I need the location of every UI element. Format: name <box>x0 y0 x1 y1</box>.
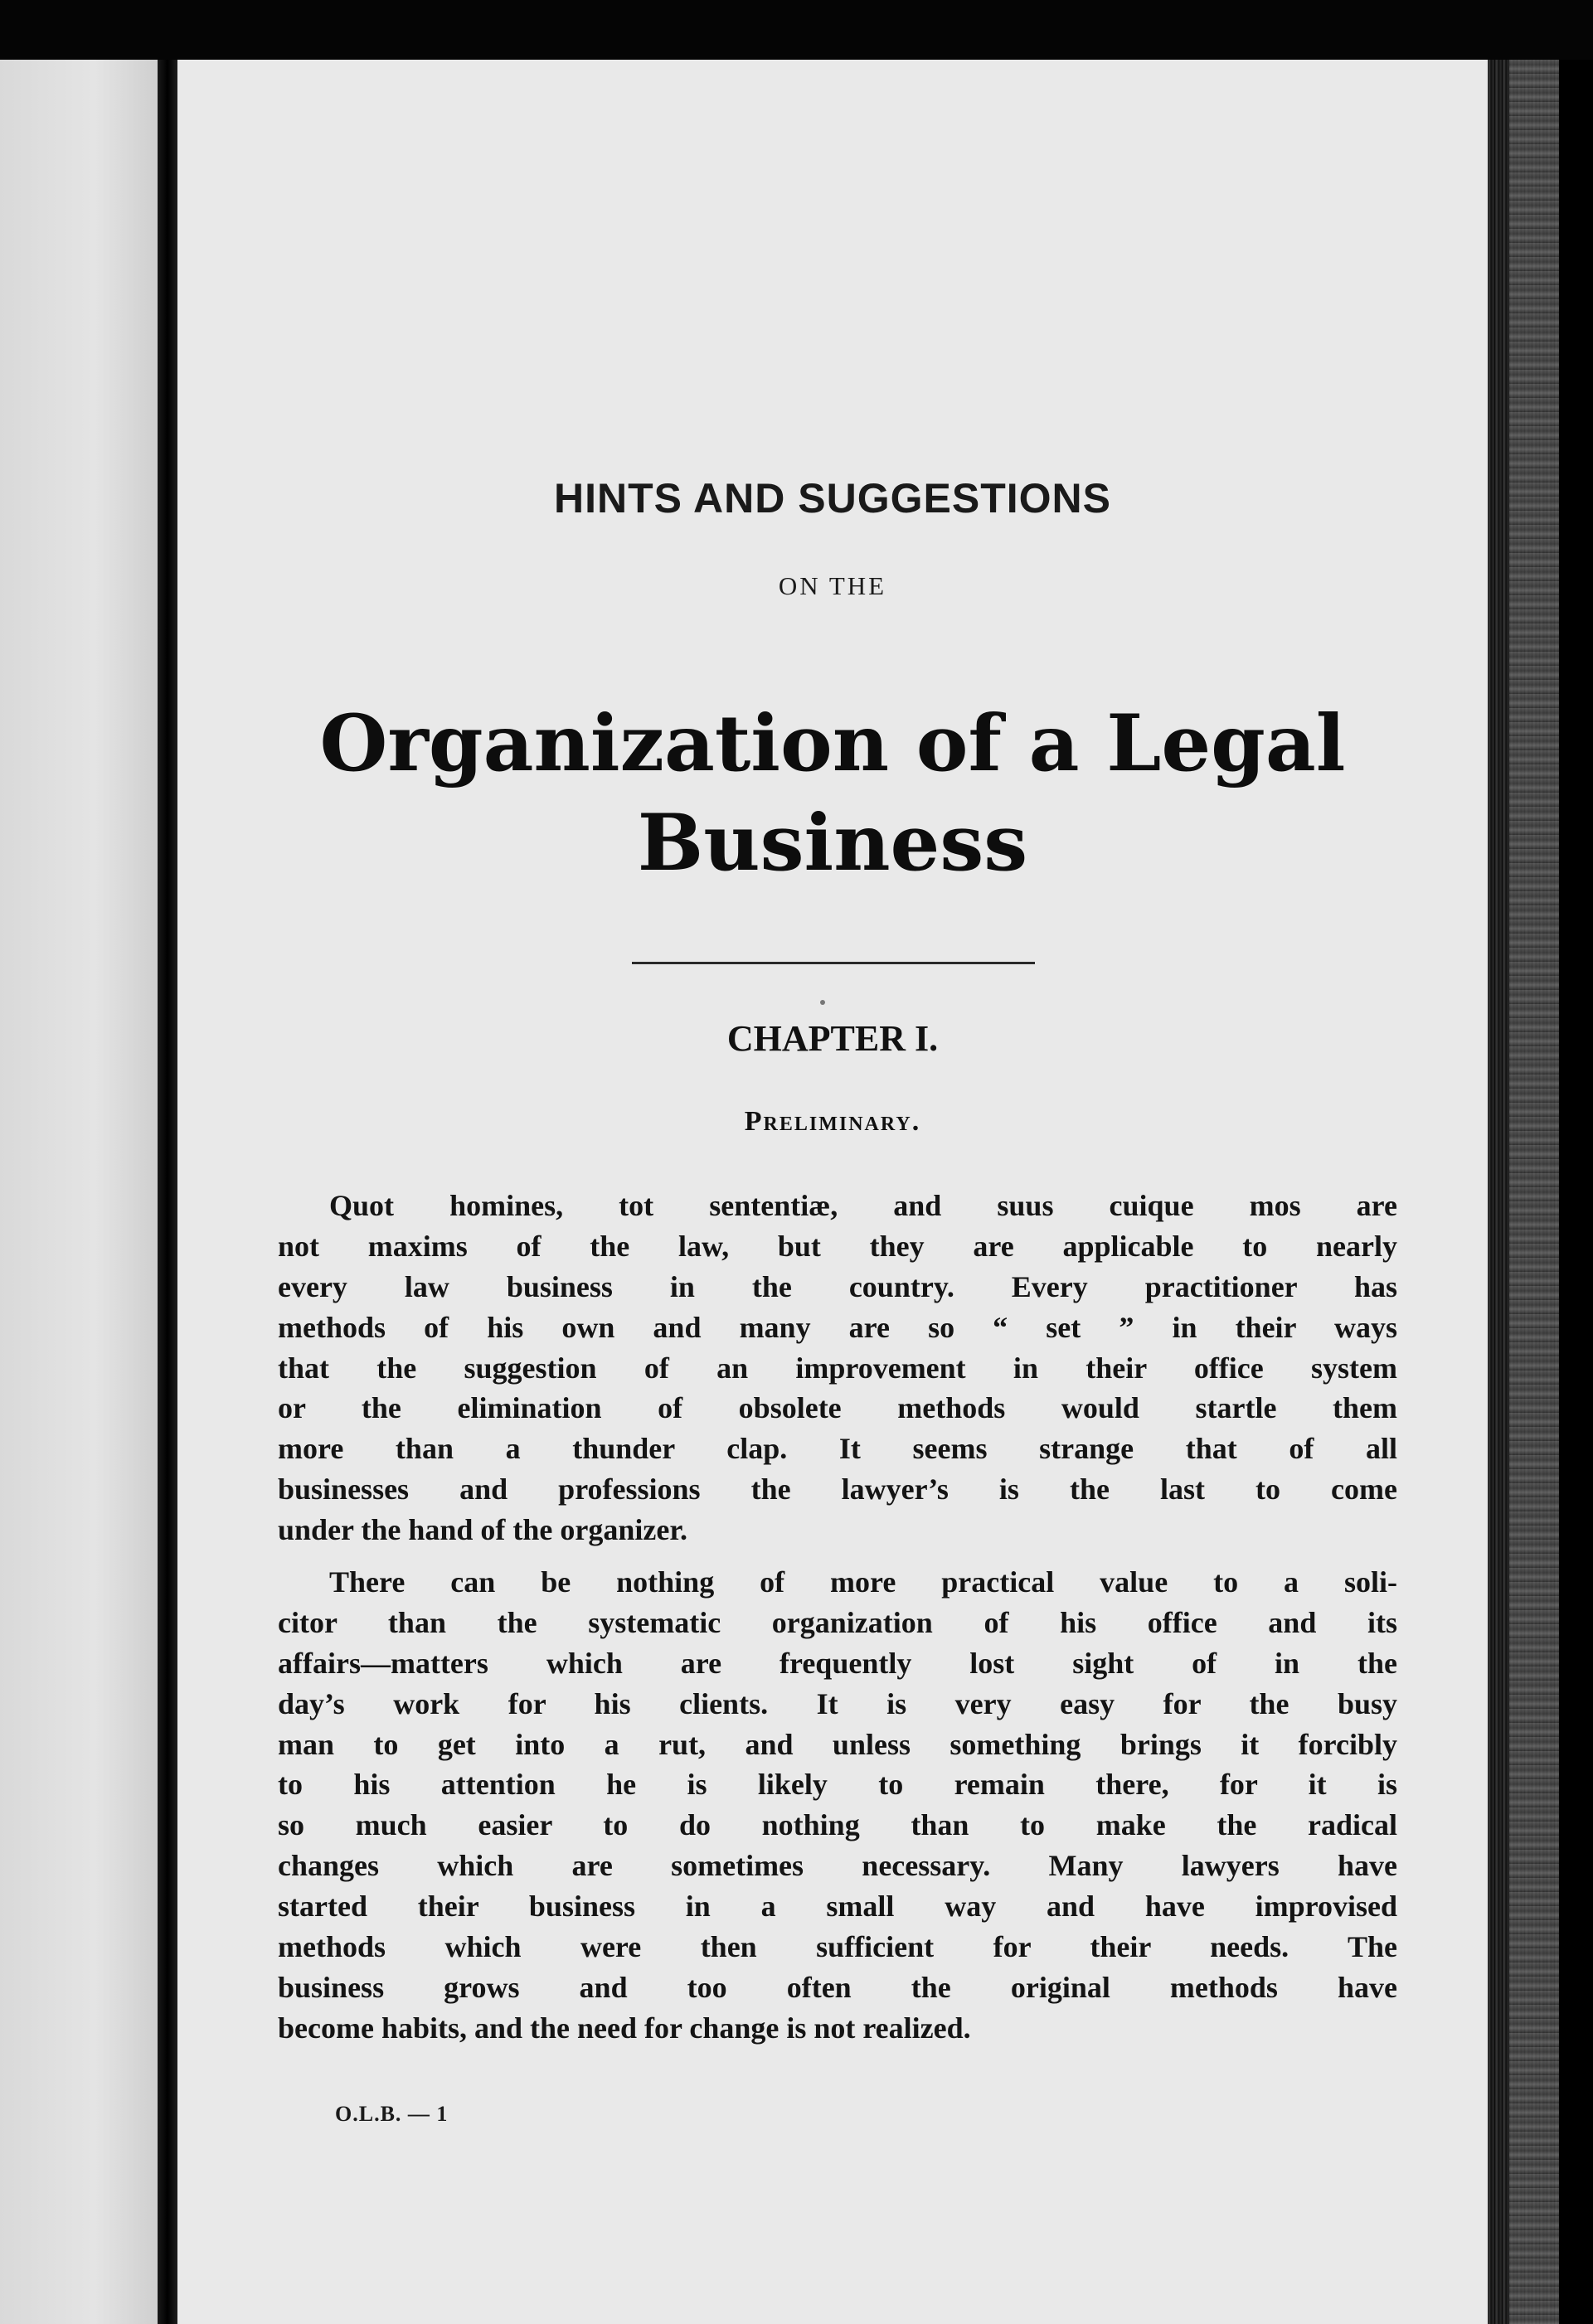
section-heading: Preliminary. <box>744 1106 921 1137</box>
paragraph-line: changes which are sometimes necessary. Many lawyers have <box>278 1849 1397 1883</box>
paragraph-line: There can be nothing of more practical value to a soli- <box>329 1565 1397 1599</box>
chapter-heading: CHAPTER I. <box>726 1018 939 1059</box>
scan-top-border <box>0 0 1593 60</box>
book-fore-edge <box>1488 60 1593 2324</box>
paragraph-line: or the elimination of obsolete methods would startle them <box>278 1391 1397 1425</box>
page-heading: HINTS AND SUGGESTIONS <box>554 475 1111 522</box>
paragraph-line: that the suggestion of an improvement in their office system <box>278 1351 1397 1385</box>
title-divider <box>632 962 1035 964</box>
page-subheading: ON THE <box>778 571 887 600</box>
paragraph-line: to his attention he is likely to remain there, for it is <box>278 1768 1397 1802</box>
paragraph-line: businesses and professions the lawyer’s is the last to come <box>278 1473 1397 1506</box>
paragraph-line: day’s work for his clients. It is very easy for the busy <box>278 1686 1397 1720</box>
paragraph-line: man to get into a rut, and unless something brings it forcibly <box>278 1727 1397 1761</box>
paragraph-line: affairs—matters which are frequently lost sight of in the <box>278 1646 1397 1680</box>
paragraph-line: methods which were then sufficient for their needs. The <box>278 1930 1397 1964</box>
paragraph-line: methods of his own and many are so “ set ” in their ways <box>278 1310 1397 1344</box>
paragraph-line: under the hand of the organizer. <box>278 1513 688 1547</box>
paragraph-1 <box>278 1186 1397 1550</box>
print-speck <box>820 1000 825 1005</box>
paragraph-line: more than a thunder clap. It seems strange that of all <box>278 1432 1397 1466</box>
paragraph-line: Quot homines, tot sententiæ, and suus cuique mos are <box>329 1189 1397 1222</box>
book-gutter <box>158 60 177 2324</box>
paragraph-line: not maxims of the law, but they are applicable to nearly <box>278 1229 1397 1263</box>
book-title-line-2: Business <box>637 798 1028 889</box>
book-title-line-1: Organization of a Legal <box>319 698 1346 789</box>
book-page <box>177 60 1488 2324</box>
paragraph-line: every law business in the country. Every practitioner has <box>278 1269 1397 1303</box>
paragraph-line: business grows and too often the original methods have <box>278 1970 1397 2004</box>
paragraph-line: citor than the systematic organization of his office and its <box>278 1605 1397 1639</box>
facing-page-edge <box>0 60 158 2324</box>
paragraph-line: so much easier to do nothing than to make the radical <box>278 1808 1397 1842</box>
page-stack-texture <box>1509 60 1559 2324</box>
signature-mark: O.L.B. — 1 <box>335 2102 449 2126</box>
paragraph-2 <box>278 1562 1397 2049</box>
paragraph-line: become habits, and the need for change is not realized. <box>278 2011 971 2045</box>
scan-right-border <box>1559 60 1593 2324</box>
paragraph-line: started their business in a small way and have improvised <box>278 1890 1397 1924</box>
